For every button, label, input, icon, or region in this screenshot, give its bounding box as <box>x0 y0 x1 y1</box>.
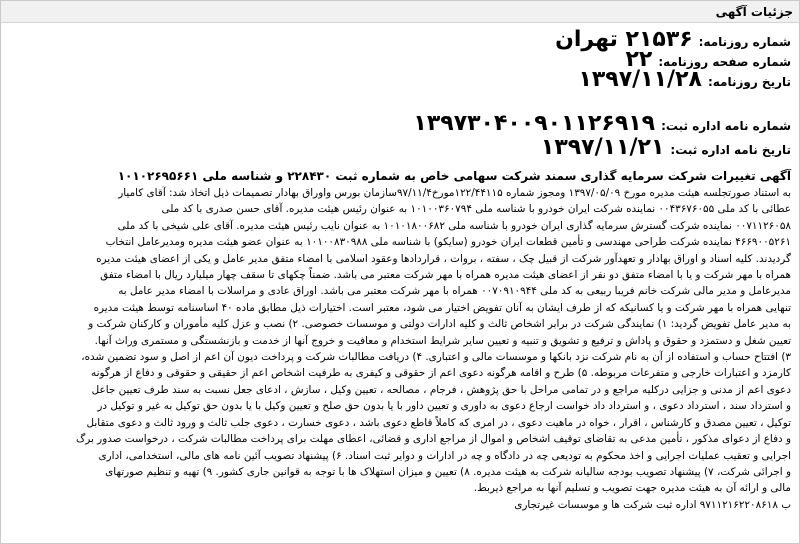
ad-line: همراه با مهر شرکت و یا با امضاء متفق دو نفر از اعضای هیئت مدیره همراه با مهر شرکت معتبر می باشد. ضمناً چکهای تا سقف چهار میلیارد ریال با امضاء متفق <box>100 269 791 282</box>
page-number-value: ۲۲ <box>625 47 653 72</box>
page-number-label: شماره صفحه روزنامه: <box>658 55 791 69</box>
registry-letter-group <box>9 111 791 159</box>
letter-number-label: شماره نامه اداره ثبت: <box>661 119 791 133</box>
letter-date-row <box>9 135 791 159</box>
ad-line: توکیل ، تعیین مصدق و کارشناس ، اقرار ، خواه در ماهیت دعوی ، در امری که کاملاً قاطع دعوی باشد ، دعوی خسارت ، دعوی جلب ثالث و ورود ثالث و دعوی متقابل <box>86 416 791 429</box>
ad-line: مدیرعامل و مدیر مالی شرکت خانم فریبا ربیعی به کد ملی ۰۰۷۰۹۱۰۹۴۴ همراه با مهر شرکت معتبر می باشد. اوراق عادی و مراسلات با امضاء مدیر عامل به <box>118 285 791 298</box>
ad-line: به مدیر عامل تفویض گردید: ۱) نمایندگی شرکت در برابر اشخاص ثالث و کلیه ادارات دولتی و موسسات خصوصی. ۲) نصب و عزل کلیه مأموران و کارکنان شرکت و <box>88 318 791 331</box>
ad-line: و استرداد سند ، استرداد دعوی ، و استرداد داد خواست ارجاع دعوی به داوری و تعیین داور با یا بدون حق صلح و تعیین وکیل با یا بدون حق توکیل به غیر و توکیل در <box>97 400 791 413</box>
newspaper-date-label: تاریخ روزنامه: <box>707 75 791 89</box>
meta-section <box>1 23 799 159</box>
letter-number-row <box>9 111 791 135</box>
ad-line: دعوی اعم از مدنی و جزایی درکلیه مراجع و در تمامی مراحل با حق پژوهش ، فرجام ، مصالحه ، تعیین وکیل ، سازش ، ادعای جعل نسبت به سند طرف تعیین جاعل <box>91 383 791 396</box>
newspaper-number-row <box>9 27 791 52</box>
ad-title: آگهی تغییرات شرکت سرمایه گذاری سمند شرکت سهامی خاص به شماره ثبت ۲۲۸۴۳۰ و شناسه ملی ۱۰۱۰۲۶۹۵۶۶۱ <box>117 169 791 183</box>
panel-title: جزئیات آگهی <box>1 1 799 23</box>
ad-line: ۰۰۷۱۱۲۶۰۵۸ نماینده شرکت گسترش سرمایه گذاری ایران خودرو با شناسه ملی ۱۰۱۰۱۸۰۰۶۸۲ به عنوان نایب رئیس هیئت مدیره. آقای علی شیخی با کد ملی <box>117 219 791 232</box>
letter-number-value: ۱۳۹۷۳۰۴۰۰۹۰۱۱۲۶۹۱۹ <box>413 111 656 136</box>
ad-line: به استناد صورتجلسه هیئت مدیره مورخ ۱۳۹۷/۰۵/۰۹ ومجوز شماره ۱۲۲/۴۴۱۱۵مورخ۹۷/۱۱/۴سازمان بورس واوراق بهادار تصمیمات ذیل اتخاذ شد: آقای کامیار <box>118 187 791 199</box>
newspaper-date-value: ۱۳۹۷/۱۱/۲۸ <box>578 67 702 92</box>
ad-line: عطائی با کد ملی ۰۰۴۳۶۷۶۰۵۵ نماینده شرکت ایران خودرو با شناسه ملی ۱۰۱۰۰۳۶۰۷۹۴ به عنوان رئیس هیئت مدیره. آقای حسن صدری با کد ملی <box>161 203 791 216</box>
ad-body <box>1 183 799 513</box>
ad-line: ۴۶۶۹۰۰۵۲۶۱ نماینده شرکت طراحی مهندسی و تأمین قطعات ایران خودرو (سایکو) با شناسه ملی ۱۰۱۰۰۸۳۰۹۸۸ به عنوان عضو هیئت مدیره ومدیرعامل انتخاب <box>105 236 791 249</box>
ad-line: ۳) افتتاح حساب و استفاده از آن به نام شرکت نزد بانکها و موسسات مالی و اعتباری. ۴) دریافت مطالبات شرکت و پرداخت دیون آن اعم از اصل و سود تضمین شده، <box>81 351 791 364</box>
newspaper-number-value: ۲۱۵۳۶ تهران <box>555 27 693 52</box>
letter-date-label: تاریخ نامه اداره ثبت: <box>670 143 791 157</box>
ad-line: مالی و ارائه آن به هیئت مدیره جهت تصویب و تسلیم آنها به مراجع ذیربط. <box>473 482 791 495</box>
ad-line: تعیین شغل و دستمزد و حقوق و پاداش و ترفیع و تشویق و تنبیه و تعیین سایر شرایط استخدام و معافیت و خروج آنها از خدمت و بازنشستگی و مستمری وراث آنها. <box>94 334 791 347</box>
ad-line: کارمزد و اعتبارات خارجی و متفرعات مربوطه. ۵) طرح و اقامه هرگونه دعوی اعم از حقوقی و کیفری به طرفیت اشخاص اعم از حقیقی و حقوقی و دفاع از هرگونه <box>91 367 791 380</box>
letter-date-value: ۱۳۹۷/۱۱/۲۱ <box>540 135 665 160</box>
ad-line: و دفاع از دعوای مذکور ، تأمین مدعی به تقاضای توقیف اشخاص و اموال از مراجع اداری و قضائی، اعطای مهلت برای پرداخت مطالبات شرکت ، درخواست صدور برگ <box>75 433 791 446</box>
ad-line: ب ۹۷۱۱۲۱۶۲۲۰۸۶۱۸ اداره ثبت شرکت ها و موسسات غیرتجاری <box>514 498 791 511</box>
ad-line: تنهایی همراه با مهر شرکت و یا کسانیکه که از طرف ایشان به آنان تفویض اختیار می شود، معتبر است. اختیارات ذیل مطابق ماده ۴۰ اساسنامه توسط هیئت مدیره <box>93 301 791 314</box>
ad-line: و اجرائی شرکت، ۷) پیشنهاد تصویب بودجه سالیانه شرکت به هیئت مدیره. ۸) تعیین و میزان استهلاک ها با توجه به قوانین جاری کشور. ۹) تهیه و تنظیم صورتهای <box>105 465 791 478</box>
newspaper-date-row <box>9 67 791 92</box>
ad-line: اجرایی و تعقیب عملیات اجرایی و اخذ محکوم به تودیعی چه در دادگاه و چه در ادارات و دوایر ثبت اسناد. ۶) پیشنهاد تصویب آئین نامه های مالی، استخدامی، اداری <box>98 449 791 462</box>
newspaper-number-label: شماره روزنامه: <box>698 35 791 49</box>
ad-line: گردیدند. کلیه اسناد و اوراق بهادار و تعهدآور شرکت از قبیل چک ، سفته ، بروات ، قراردادها وعقود اسلامی با امضاء متفق مدیر عامل و یکی از اعضای هیئت مدیره <box>96 252 791 265</box>
